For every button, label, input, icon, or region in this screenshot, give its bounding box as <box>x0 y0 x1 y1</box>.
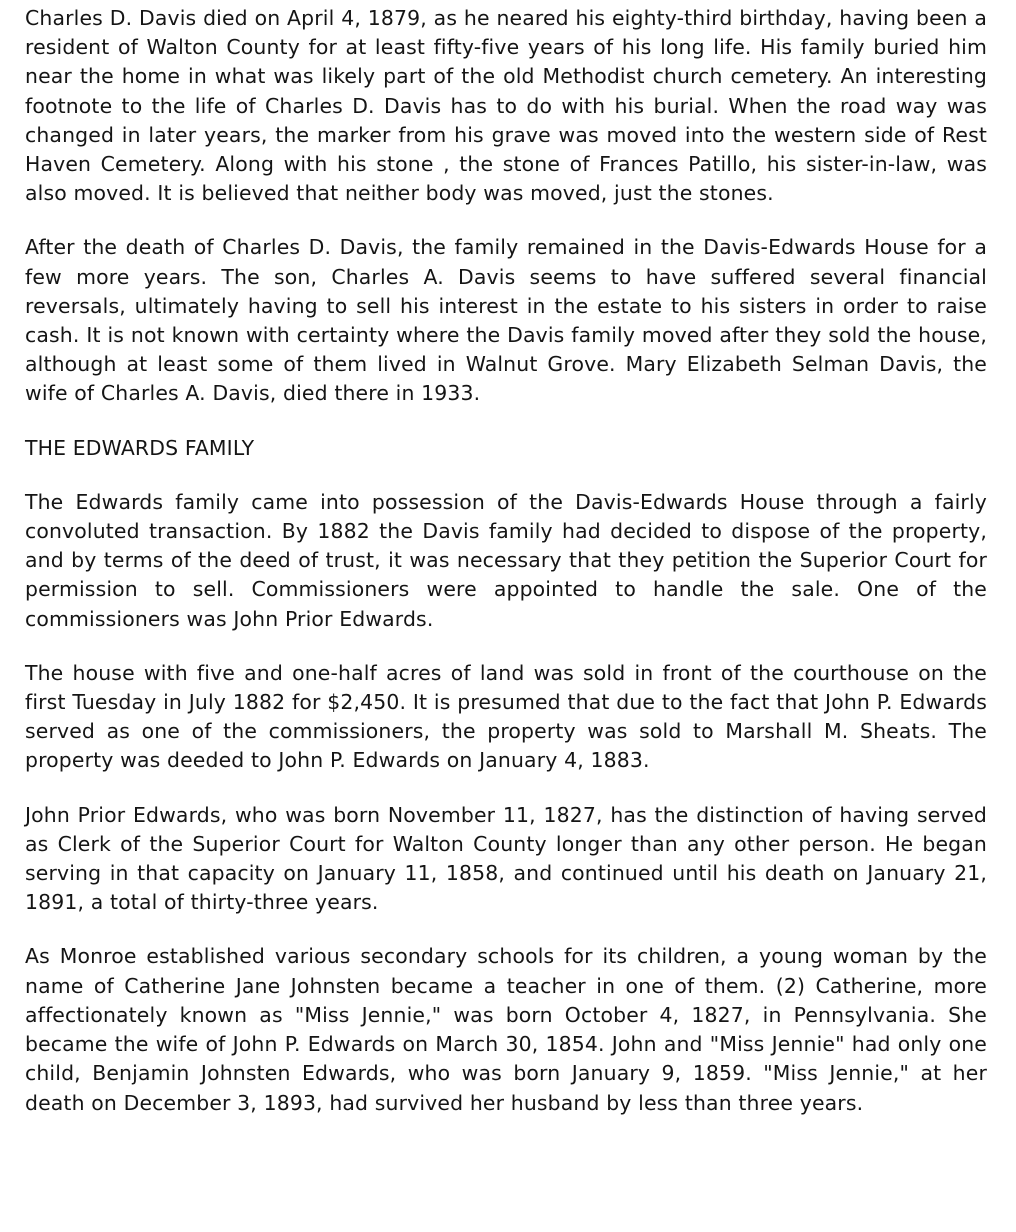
paragraph-edwards-possession: The Edwards family came into possession of the Davis-Edwards House through a fairly convoluted transaction. By 1882 the Davis family had decided to dispose of the property, and by terms of the deed of trust, it was necessary that they petition the Superior Court for permission to sell. Commissioners were appointed to handle the sale. One of the commissioners was John Prior Edwards. <box>25 489 987 631</box>
section-heading-edwards-family: THE EDWARDS FAMILY <box>25 435 255 460</box>
paragraph-house-sale: The house with five and one-half acres of land was sold in front of the courthouse on the first Tuesday in July 1882 for $2,450. It is presumed that due to the fact that John P. Edwards served as one of the commissioners, the property was sold to Marshall M. Sheats. The property was deeded to John P. Edwards on January 4, 1883. <box>25 660 987 773</box>
paragraph-davis-family-after: After the death of Charles D. Davis, the family remained in the Davis-Edwards House for a few more years. The son, Charles A. Davis seems to have suffered several financial reversals, ultimately having to sell his interest in the estate to his sisters in order to raise cash. It is not known with certainty where the Davis family moved after they sold the house, although at least some of them lived in Walnut Grove. Mary Elizabeth Selman Davis, the wife of Charles A. Davis, died there in 1933. <box>25 235 987 406</box>
paragraph-charles-davis-death: Charles D. Davis died on April 4, 1879, as he neared his eighty-third birthday, having been a resident of Walton County for at least fifty-five years of his long life. His family buried him near the home in what was likely part of the old Methodist church cemetery. An interesting footnote to the life of Charles D. Davis has to do with his burial. When the road way was changed in later years, the marker from his grave was moved into the western side of Rest Haven Cemetery. Along with his stone , the stone of Frances Patillo, his sister-in-law, was also moved. It is believed that neither body was moved, just the stones. <box>25 6 987 206</box>
paragraph-miss-jennie: As Monroe established various secondary schools for its children, a young woman by the name of Catherine Jane Johnsten became a teacher in one of them. (2) Catherine, more affectionately known as "Miss Jennie," was born October 4, 1827, in Pennsylvania. She became the wife of John P. Edwards on March 30, 1854. John and "Miss Jennie" had only one child, Benjamin Johnsten Edwards, who was born January 9, 1859. "Miss Jennie," at her death on December 3, 1893, had survived her husband by less than three years. <box>25 944 987 1115</box>
paragraph-john-prior-edwards: John Prior Edwards, who was born November 11, 1827, has the distinction of having served as Clerk of the Superior Court for Walton County longer than any other person. He began serving in that capacity on January 11, 1858, and continued until his death on January 21, 1891, a total of thirty-three years. <box>25 802 987 915</box>
document-page <box>25 4 987 1118</box>
